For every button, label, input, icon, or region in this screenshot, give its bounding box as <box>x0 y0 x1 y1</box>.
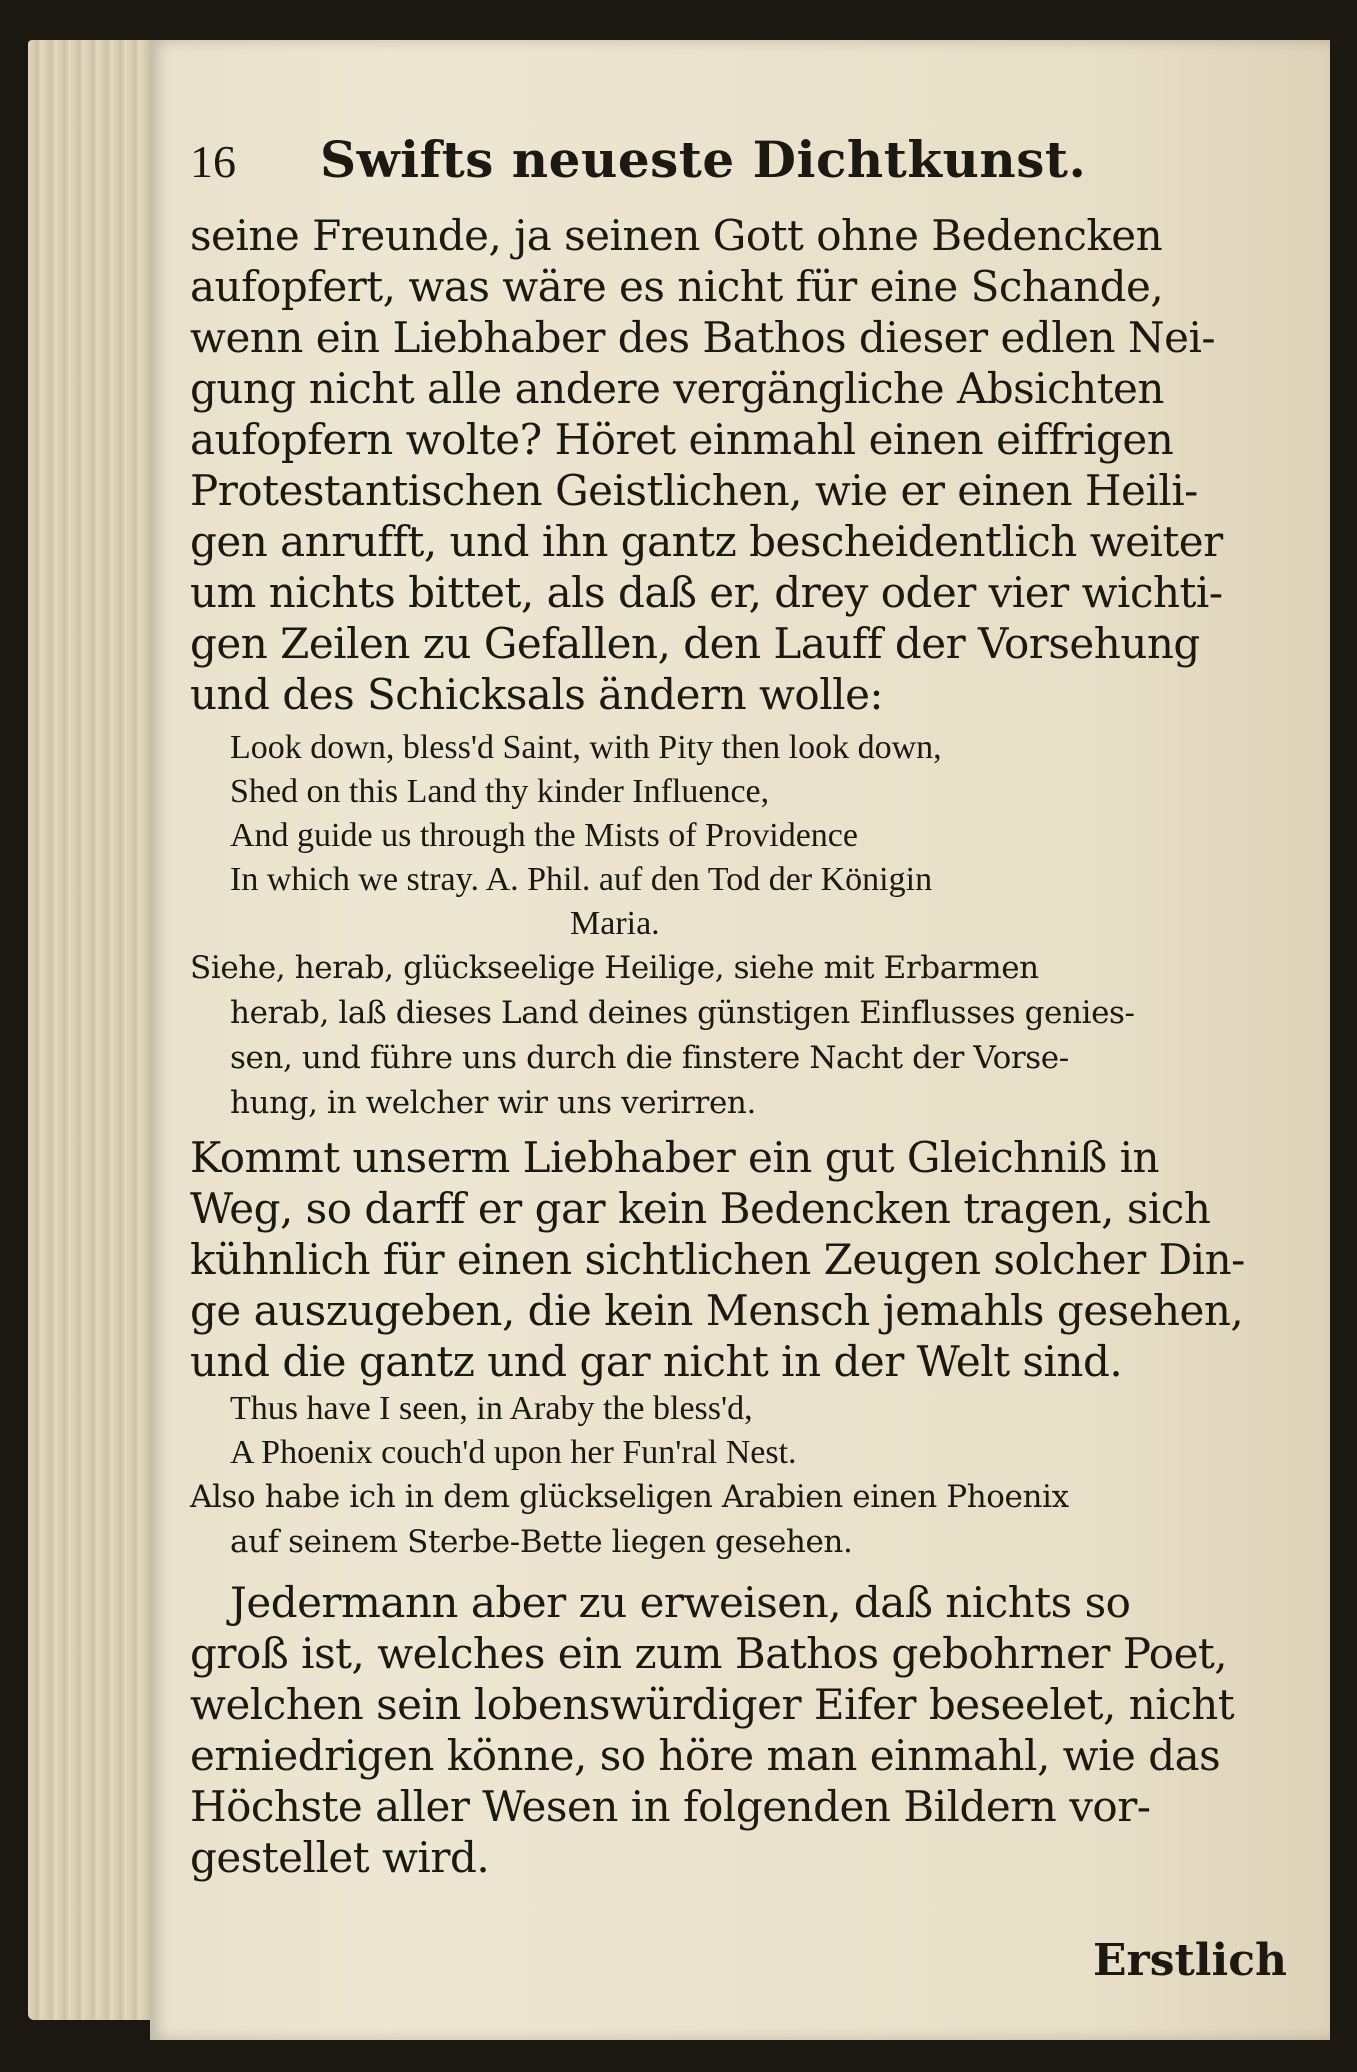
catchword: Erstlich <box>1092 1935 1287 1986</box>
quote-line: Shed on this Land thy kinder Influence, <box>230 773 770 810</box>
page-text-block <box>190 130 1245 1883</box>
text-line: wenn ein Liebhaber des Bathos dieser edlen Nei- <box>190 313 1216 362</box>
running-head <box>190 130 1240 210</box>
quote-line: Thus have I seen, in Araby the bless'd, <box>230 1390 753 1427</box>
text-line: und die gantz und gar nicht in der Welt sind. <box>190 1337 1123 1386</box>
text-line: Höchste aller Wesen in folgenden Bildern vor- <box>190 1782 1151 1831</box>
running-title: Swifts neueste Dichtkunst. <box>320 130 1087 189</box>
text-line: Kommt unserm Liebhaber ein gut Gleichniß in <box>190 1133 1160 1182</box>
text-line: kühnlich für einen sichtlichen Zeugen solcher Din- <box>190 1235 1245 1284</box>
paragraph-3 <box>190 1577 1240 1883</box>
translation-line: Also habe ich in dem glückseligen Arabien einen Phoenix <box>190 1479 1069 1515</box>
text-line: seine Freunde, ja seinen Gott ohne Bedencken <box>190 211 1163 260</box>
german-translation-1 <box>190 946 1240 1126</box>
text-line: um nichts bittet, als daß er, drey oder vier wichti- <box>190 568 1223 617</box>
text-line: aufopfern wolte? Höret einmahl einen eiffrigen <box>190 415 1174 464</box>
quote-line: Look down, bless'd Saint, with Pity then look down, <box>230 729 942 766</box>
text-line: gestellet wird. <box>190 1833 490 1882</box>
text-line: groß ist, welches ein zum Bathos gebohrner Poet, <box>190 1629 1228 1678</box>
text-line: gen Zeilen zu Gefallen, den Lauff der Vorsehung <box>190 619 1200 668</box>
english-quotation-2 <box>190 1387 1240 1475</box>
paragraph-2 <box>190 1132 1245 1387</box>
quote-line: And guide us through the Mists of Providence <box>230 817 858 854</box>
translation-line: auf seinem Sterbe-Bette liegen gesehen. <box>230 1524 853 1560</box>
text-line: gen anrufft, und ihn gantz bescheidentlich weiter <box>190 517 1223 566</box>
quote-source-end: Maria. <box>570 905 660 942</box>
text-line: gung nicht alle andere vergängliche Absichten <box>190 364 1164 413</box>
translation-line: herab, laß dieses Land deines günstigen Einflusses genies- <box>230 995 1135 1031</box>
translation-line: hung, in welcher wir uns verirren. <box>230 1085 756 1121</box>
text-line: und des Schicksals ändern wolle: <box>190 670 884 719</box>
quote-line: A Phoenix couch'd upon her Fun'ral Nest. <box>230 1434 797 1471</box>
english-quotation-1 <box>190 726 1240 946</box>
text-line: Weg, so darff er gar kein Bedencken tragen, sich <box>190 1184 1211 1233</box>
text-line: aufopfert, was wäre es nicht für eine Schande, <box>190 262 1164 311</box>
text-line: Jedermann aber zu erweisen, daß nichts so <box>230 1578 1131 1627</box>
quote-line: In which we stray. A. Phil. auf den Tod der Königin <box>230 861 933 898</box>
text-line: Protestantischen Geistlichen, wie er einen Heili- <box>190 466 1198 515</box>
translation-line: sen, und führe uns durch die finstere Nacht der Vorse- <box>230 1040 1069 1076</box>
text-line: erniedrigen könne, so höre man einmahl, wie das <box>190 1731 1221 1780</box>
text-line: ge auszugeben, die kein Mensch jemahls gesehen, <box>190 1286 1244 1335</box>
translation-line: Siehe, herab, glückseelige Heilige, siehe mit Erbarmen <box>190 950 1039 986</box>
page-number: 16 <box>190 136 236 187</box>
text-line: welchen sein lobenswürdiger Eifer beseelet, nicht <box>190 1680 1235 1729</box>
german-translation-2 <box>190 1475 1240 1565</box>
paragraph-1 <box>190 210 1240 720</box>
